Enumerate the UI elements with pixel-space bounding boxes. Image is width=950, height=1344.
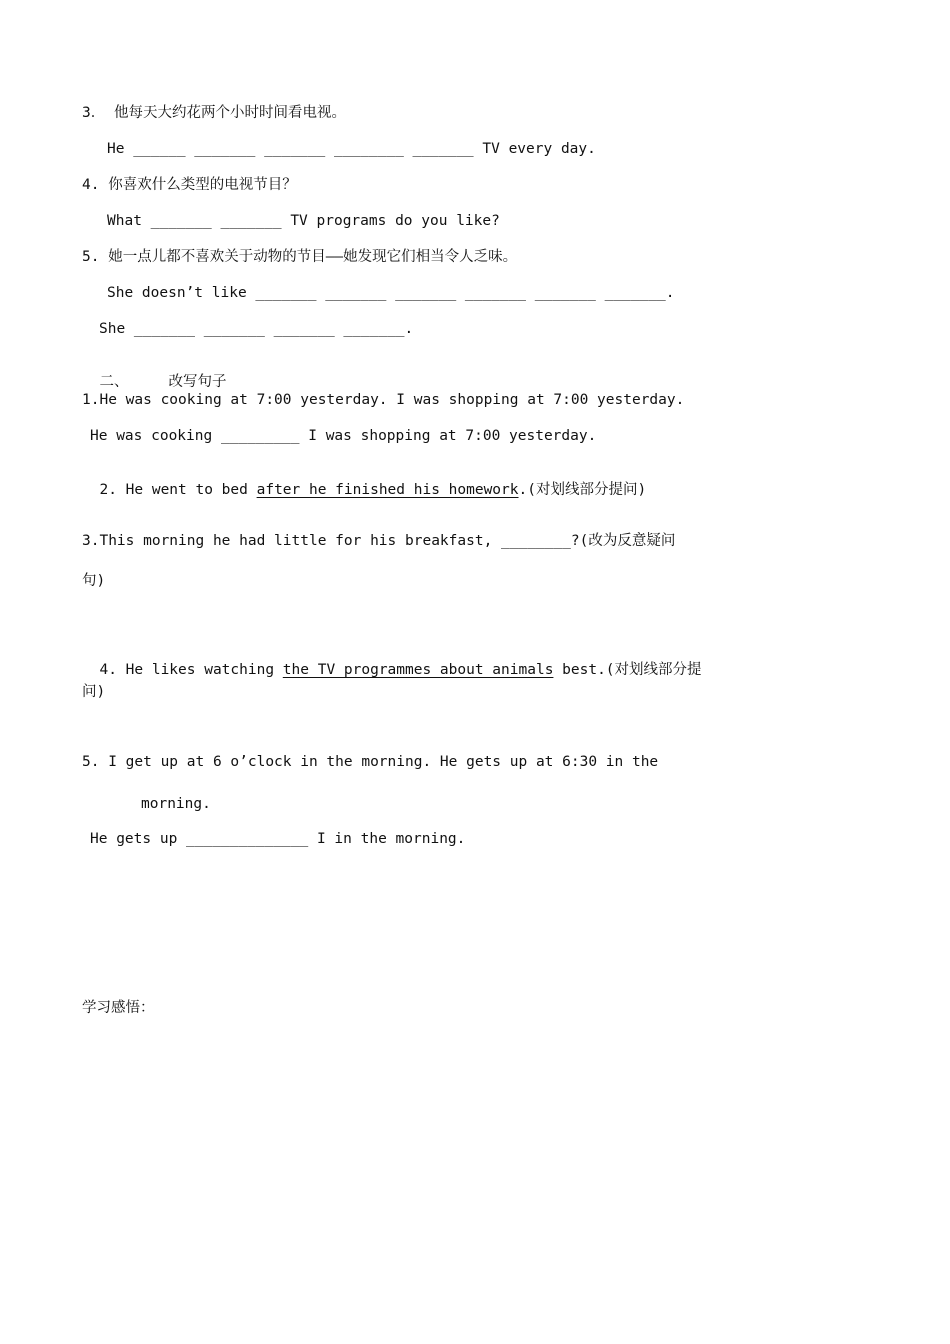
q4-chinese: 4. 你喜欢什么类型的电视节目？: [82, 177, 297, 193]
rewrite-q4: [82, 643, 702, 679]
q4-english-blanks: What _______ _______ TV programs do you like?: [107, 213, 500, 229]
rewrite-q2-text: 2. He went to bed: [99, 482, 257, 498]
section-heading: [82, 355, 226, 391]
rewrite-q1: 1.He was cooking at 7:00 yesterday. I was shopping at 7:00 yesterday.: [82, 392, 685, 408]
rewrite-q2-underlined: after he finished his homework: [256, 482, 519, 498]
rewrite-q4-text: 4. He likes watching: [99, 662, 283, 678]
section-title: 改写句子: [168, 374, 227, 390]
section-number: 二、: [99, 374, 129, 390]
rewrite-q3-line1: 3.This morning he had little for his breakfast, ________?(改为反意疑问: [82, 533, 676, 549]
rewrite-q2: [82, 463, 646, 499]
rewrite-q1-answer: He was cooking _________ I was shopping at 7:00 yesterday.: [90, 428, 597, 444]
rewrite-q5-answer: He gets up ______________ I in the morning.: [90, 831, 466, 847]
rewrite-q5-line1: 5. I get up at 6 o’clock in the morning. He gets up at 6:30 in the: [82, 754, 659, 770]
rewrite-q4-line2: 问): [82, 684, 106, 700]
q5-english-blanks-1: She doesn’t like _______ _______ _______ _______ _______ _______.: [107, 285, 675, 301]
rewrite-q5-line2: morning.: [141, 796, 211, 812]
rewrite-q2-instruction: .(对划线部分提问): [518, 482, 647, 498]
rewrite-q3-line2: 句): [82, 573, 106, 589]
reflection-label: 学习感悟：: [82, 1000, 155, 1016]
q3-chinese: 3． 他每天大约花两个小时时间看电视。: [82, 105, 346, 121]
q5-english-blanks-2: She _______ _______ _______ _______.: [99, 321, 414, 337]
q3-english-blanks: He ______ _______ _______ ________ _______ TV every day.: [107, 141, 596, 157]
q5-chinese: 5. 她一点儿都不喜欢关于动物的节目——她发现它们相当令人乏味。: [82, 249, 518, 265]
rewrite-q4-instruction: best.(对划线部分提: [553, 662, 702, 678]
rewrite-q4-underlined: the TV programmes about animals: [282, 662, 554, 678]
